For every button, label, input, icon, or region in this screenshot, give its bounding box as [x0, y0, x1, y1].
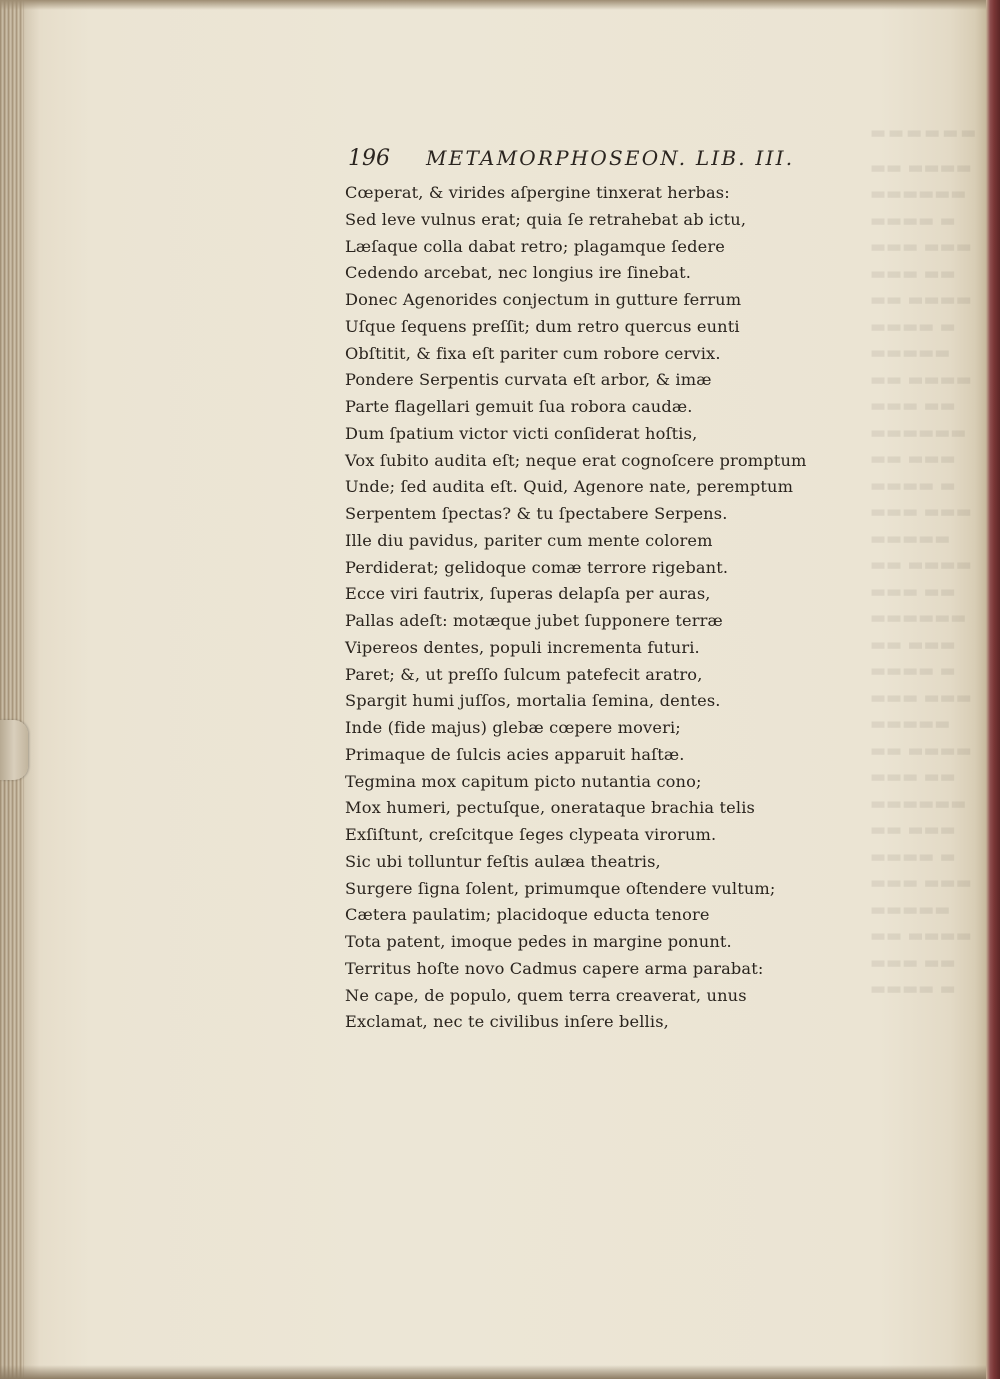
- verse-line: Exſiſtunt, creſcitque ſeges clypeata virorum.: [345, 825, 717, 844]
- verse-line: Sed leve vulnus erat; quia ſe retrahebat ab ictu,: [345, 209, 747, 229]
- verse-line: Cedendo arcebat, nec longius ire ſinebat.: [345, 263, 692, 283]
- verse-line: Mox humeri, pectuſque, onerataque brachia telis: [345, 798, 755, 818]
- verse-line: Parte flagellari gemuit ſua robora caudæ.: [345, 397, 693, 416]
- show-through-text: ▬▬▬▬▬▬ ▬▬ ▬▬▬▬ ▬▬▬▬▬▬ ▬▬▬▬ ▬ ▬▬▬ ▬▬▬ ▬▬▬ ▬▬ ▬▬ ▬▬▬▬ ▬▬▬▬ ▬ ▬▬▬▬▬ ▬▬ ▬▬▬▬ ▬▬▬ ▬▬ ▬▬▬▬▬▬ ▬▬ ▬▬▬ ▬▬▬▬ ▬ ▬▬▬ ▬▬▬ ▬▬▬▬▬ ▬▬ ▬▬▬▬ ▬▬▬ ▬▬ ▬▬▬▬▬▬ ▬▬ ▬▬▬ ▬▬▬▬ ▬ ▬▬▬ ▬▬▬ ▬▬▬▬▬ ▬▬ ▬▬▬▬ ▬▬▬ ▬▬ ▬▬▬▬▬▬ ▬▬ ▬▬▬ ▬▬▬▬ ▬ ▬▬▬ ▬▬▬ ▬▬▬▬▬ ▬▬ ▬▬▬▬ ▬▬▬ ▬▬ ▬▬▬▬ ▬: [870, 123, 979, 999]
- verse-line: Uſque ſequens preſſit; dum retro quercus eunti: [345, 316, 740, 336]
- page-stack-edges: [0, 0, 24, 1379]
- book-cover-edge: [986, 0, 1000, 1379]
- verse-line: Pondere Serpentis curvata eſt arbor, & imæ: [345, 370, 712, 390]
- verse-line: Ne cape, de populo, quem terra creaverat, unus: [345, 985, 747, 1005]
- verse-line: Obſtitit, & fixa eſt pariter cum robore cervix.: [345, 343, 721, 363]
- verse-line: Cœperat, & virides aſpergine tinxerat herbas:: [345, 183, 730, 202]
- top-shadow: [0, 0, 1000, 10]
- verse-line: Cætera paulatim; placidoque educta tenore: [345, 905, 710, 925]
- page-number: 196: [348, 146, 390, 171]
- verse-block: [345, 180, 865, 1036]
- bottom-shadow: [0, 1365, 1000, 1379]
- page-header: [348, 146, 858, 174]
- verse-line: Donec Agenorides conjectum in gutture ferrum: [345, 290, 742, 309]
- verse-line: Vox ſubito audita eſt; neque erat cognoſcere promptum: [345, 450, 807, 470]
- verse-line: Territus hoſte novo Cadmus capere arma parabat:: [345, 958, 764, 978]
- verse-line: Paret; &, ut preſſo ſulcum patefecit aratro,: [345, 664, 703, 684]
- binding-clip: [0, 720, 28, 780]
- verse-line: Ille diu pavidus, pariter cum mente colorem: [345, 530, 713, 550]
- verse-line: Pallas adeſt: motæque jubet ſupponere terræ: [345, 611, 723, 630]
- verse-line: Inde (fide majus) glebæ cœpere moveri;: [345, 718, 681, 737]
- verse-line: Vipereos dentes, populi incrementa futuri.: [345, 637, 700, 657]
- verse-line: Spargit humi juſſos, mortalia ſemina, dentes.: [345, 691, 721, 711]
- verse-line: Unde; ſed audita eſt. Quid, Agenore nate, peremptum: [345, 477, 794, 497]
- verse-line: Primaque de ſulcis acies apparuit haſtæ.: [345, 744, 685, 764]
- verse-line: Tegmina mox capitum picto nutantia cono;: [345, 771, 702, 791]
- verse-line: Serpentem ſpectas? & tu ſpectabere Serpens.: [345, 504, 728, 523]
- verse-line: Ecce viri fautrix, ſuperas delapſa per auras,: [345, 584, 711, 604]
- running-head: METAMORPHOSEON. LIB. III.: [426, 146, 795, 170]
- verse-line: Dum ſpatium victor victi conſiderat hoſtis,: [345, 423, 698, 443]
- verse-line: Sic ubi tolluntur feſtis aulæa theatris,: [345, 851, 661, 871]
- verse-line: Tota patent, imoque pedes in margine ponunt.: [345, 932, 732, 951]
- verse-line: Exclamat, nec te civilibus inſere bellis,: [345, 1012, 669, 1032]
- verse-line: Perdiderat; gelidoque comæ terrore rigebant.: [345, 557, 729, 577]
- verse-line: Surgere ſigna ſolent, primumque oſtendere vultum;: [345, 878, 776, 898]
- verse-line: Læſaque colla dabat retro; plagamque ſedere: [345, 236, 726, 256]
